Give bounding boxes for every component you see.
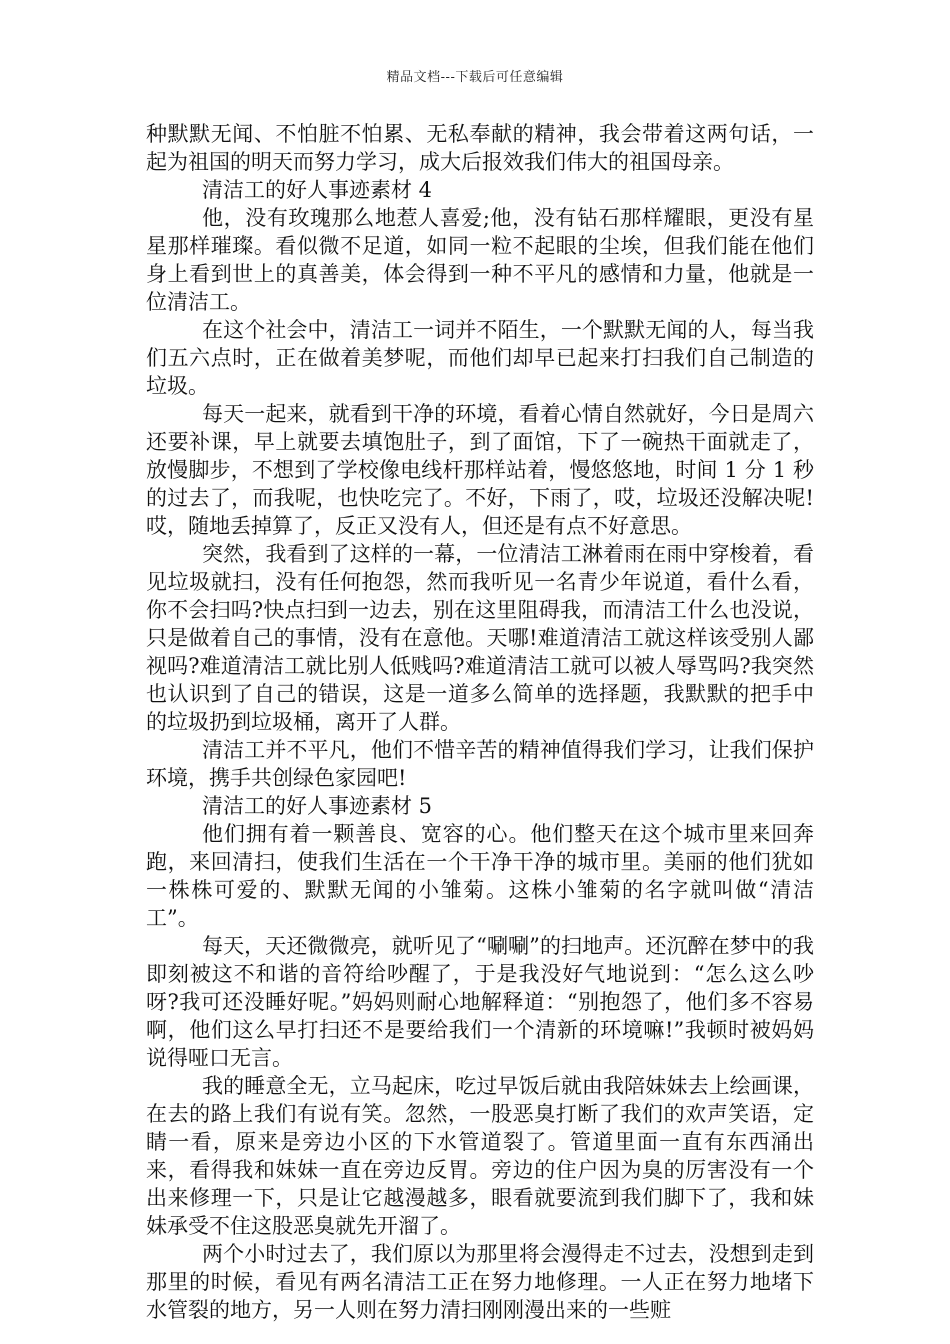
paragraph: 清洁工并不平凡，他们不惜辛苦的精神值得我们学习，让我们保护环境，携手共创绿色家园吧! (146, 738, 814, 790)
paragraph: 他，没有玫瑰那么地惹人喜爱;他，没有钻石那样耀眼，更没有星星那样璀璨。看似微不足道，如同一粒不起眼的尘埃，但我们能在他们身上看到世上的真善美，体会得到一种不平凡的感情和力量，他就是一位清洁工。 (146, 206, 814, 314)
document-body (146, 120, 814, 1324)
paragraph: 我的睡意全无，立马起床，吃过早饭后就由我陪妹妹去上绘画课，在去的路上我们有说有笑。忽然，一股恶臭打断了我们的欢声笑语，定睛一看，原来是旁边小区的下水管道裂了。管道里面一直有东西涌出来，看得我和妹妹一直在旁边反胃。旁边的住户因为臭的厉害没有一个出来修理一下，只是让它越漫越多，眼看就要流到我们脚下了，我和妹妹承受不住这股恶臭就先开溜了。 (146, 1074, 814, 1238)
section-heading: 清洁工的好人事迹素材 5 (202, 794, 433, 818)
paragraph: 在这个社会中，清洁工一词并不陌生，一个默默无闻的人，每当我们五六点时，正在做着美梦呢，而他们却早已起来打扫我们自己制造的垃圾。 (146, 318, 814, 398)
paragraph: 突然，我看到了这样的一幕，一位清洁工淋着雨在雨中穿梭着，看见垃圾就扫，没有任何抱怨，然而我听见一名青少年说道，看什么看，你不会扫吗?快点扫到一边去，别在这里阻碍我，而清洁工什么也没说，只是做着自己的事情，没有在意他。天哪!难道清洁工就这样该受别人鄙视吗?难道清洁工就比别人低贱吗?难道清洁工就可以被人辱骂吗?我突然也认识到了自己的错误，这是一道多么简单的选择题，我默默的把手中的垃圾扔到垃圾桶，离开了人群。 (146, 542, 814, 734)
paragraph: 种默默无闻、不怕脏不怕累、无私奉献的精神，我会带着这两句话，一起为祖国的明天而努力学习，成大后报效我们伟大的祖国母亲。 (146, 122, 814, 174)
paragraph: 两个小时过去了，我们原以为那里将会漫得走不过去，没想到走到那里的时候，看见有两名清洁工正在努力地修理。一人正在努力地堵下水管裂的地方，另一人则在努力清扫刚刚漫出来的一些赃 (146, 1242, 814, 1322)
paragraph: 每天一起来，就看到干净的环境，看着心情自然就好，今日是周六还要补课，早上就要去填饱肚子，到了面馆，下了一碗热干面就走了，放慢脚步，不想到了学校像电线杆那样站着，慢悠悠地，时间 1 分 1 秒的过去了，而我呢，也快吃完了。不好，下雨了，哎，垃圾还没解决呢!哎，随地丢掉算了，反正又没有人，但还是有点不好意思。 (146, 402, 814, 538)
page-header: 精品文档---下载后可任意编辑 (386, 70, 564, 85)
paragraph: 每天，天还微微亮，就听见了“唰唰”的扫地声。还沉醉在梦中的我即刻被这不和谐的音符给吵醒了，于是我没好气地说到：“怎么这么吵呀?我可还没睡好呢。”妈妈则耐心地解释道：“别抱怨了，他们多不容易啊，他们这么早打扫还不是要给我们一个清新的环境嘛!”我顿时被妈妈说得哑口无言。 (146, 934, 814, 1070)
paragraph: 他们拥有着一颗善良、宽容的心。他们整天在这个城市里来回奔跑，来回清扫，使我们生活在一个干净干净的城市里。美丽的他们犹如一株株可爱的、默默无闻的小雏菊。这株小雏菊的名字就叫做“清洁工”。 (146, 822, 814, 930)
section-heading: 清洁工的好人事迹素材 4 (202, 178, 433, 202)
